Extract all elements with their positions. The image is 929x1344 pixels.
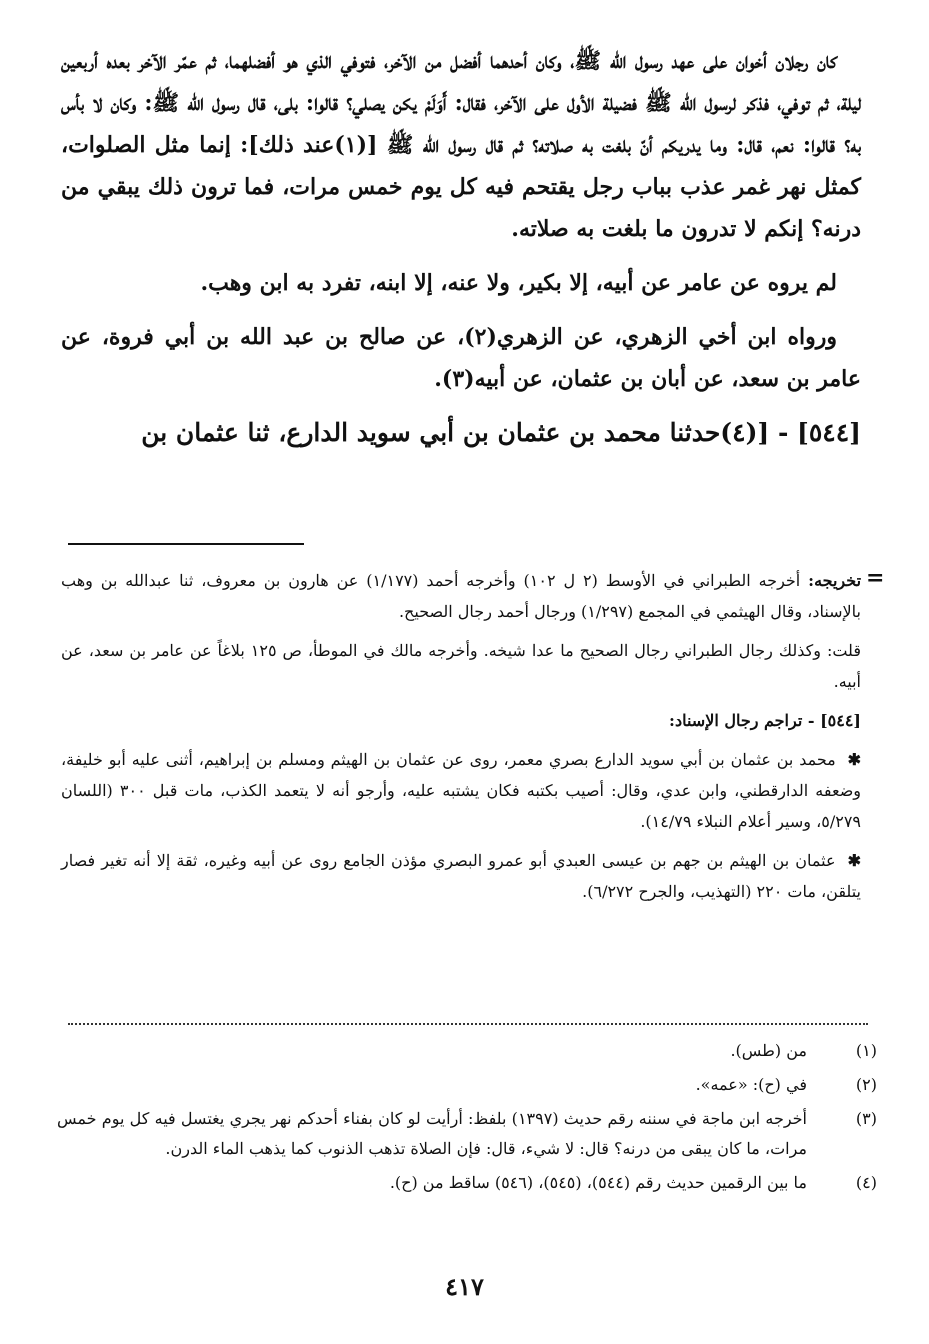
dotted-separator	[68, 1023, 868, 1025]
footnote-number: (١)	[855, 1041, 877, 1060]
footnote-separator	[68, 543, 304, 545]
asterisk-icon: ✱	[847, 851, 862, 870]
hadith-544-heading: [٥٤٤] - [(٤)حدثنا محمد بن عثمان بن أبي سويد الدارع، ثنا عثمان بن	[141, 418, 861, 447]
footnotes	[57, 1036, 877, 1202]
riwaya-paragraph: ورواه ابن أخي الزهري، عن الزهري(٢)، عن صالح بن عبد الله بن أبي فروة، عن عامر بن سعد، عن أبان بن عثمان، عن أبيه(٣).	[61, 324, 861, 392]
footnote	[57, 1036, 877, 1066]
footnote	[57, 1104, 877, 1164]
footnote-text: في (ح): «عمه».	[695, 1075, 807, 1094]
main-text	[61, 40, 861, 466]
footnote-number: (٢)	[855, 1075, 877, 1094]
footnote	[57, 1070, 877, 1100]
takhrij-note	[61, 565, 861, 627]
page-number: ٤١٧	[445, 1272, 484, 1301]
continued-mark: =	[866, 565, 885, 591]
qultu-note: قلت: وكذلك رجال الطبراني رجال الصحيح ما عدا شيخه. وأخرجه مالك في الموطأ، ص ١٢٥ بلاغاً عن عامر بن سعد، عن أبيه.	[61, 641, 861, 691]
narrator-bio-2-text: عثمان بن الهيثم بن جهم بن عيسى العبدي أبو عمرو البصري مؤذن الجامع روى عن أبيه وغيره، ثقة إلا أنه تغير فصار يتلقن، مات ٢٢٠ (التهذيب، والجرح ٦/٢٧٢).	[61, 851, 861, 901]
footnote-number: (٤)	[855, 1173, 877, 1192]
narrator-bio-2	[61, 845, 861, 907]
hadith-paragraph: كان رجلان أخوان على عهد رسول الله ﷺ، وكان أحدهما أفضل من الآخر، فتوفي الذي هو أفضلهما، ثم عمّر الآخر بعده أربعين ليلة، ثم توفي، فذكر لرسول الله ﷺ فضيلة الأول على الآخر، فقال: أَوَلَمْ يكن يصلي؟ قالوا: بلى، قال رسول الله ﷺ: وكان لا بأس به؟ قالوا: نعم، قال: وما يدريكم أنّ بلغت به صلاته؟ ثم قال رسول الله ﷺ [(١)عند ذلك]: إنما مثل الصلوات، كمثل نهر غمر عذب بباب رجل يقتحم فيه كل يوم خمس مرات، فما ترون ذلك يبقي من درنه؟ إنكم لا تدرون ما بلغت به صلاته.	[61, 48, 862, 242]
footnote-text: ما بين الرقمين حديث رقم (٥٤٤)، (٥٤٥)، (٥٤٦) ساقط من (ح).	[389, 1173, 807, 1192]
footnote-number: (٣)	[855, 1109, 877, 1128]
takhrij-notes	[61, 565, 861, 915]
footnote	[57, 1168, 877, 1198]
footnote-text: من (طس).	[730, 1041, 807, 1060]
asterisk-icon: ✱	[847, 750, 862, 769]
commentary-paragraph: لم يروه عن عامر عن أبيه، إلا بكير، ولا عنه، إلا ابنه، تفرد به ابن وهب.	[200, 270, 837, 296]
footnote-text: أخرجه ابن ماجة في سننه رقم حديث (١٣٩٧) بلفظ: أرأيت لو كان بفناء أحدكم نهر يجري يغتسل فيه كل يوم خمس مرات، ما كان يبقى من درنه؟ قال: لا شيء، قال: فإن الصلاة تذهب الذنوب كما يذهب الماء الدرن.	[57, 1109, 807, 1158]
narrator-bio-1	[61, 744, 861, 837]
narrator-bio-1-text: محمد بن عثمان بن أبي سويد الدارع بصري معمر، روى عن عثمان بن الهيثم ومسلم بن إبراهيم، أثنى عليه أبو خليفة، وضعفه الدارقطني، وابن عدي، وقال: أصيب بكتبه فكان يشتبه عليه، وأرجو أنه لا يتعمد الكذب، مات قبل ٣٠٠ (اللسان ٥/٢٧٩، وسير أعلام النبلاء ١٤/٧٩).	[61, 750, 862, 831]
takhrij-text: أخرجه الطبراني في الأوسط (٢ ل ١٠٢) وأخرجه أحمد (١/١٧٧) عن هارون بن معروف، ثنا عبدالله بن وهب بالإسناد، وقال الهيثمي في المجمع (١/٢٩٧) ورجال أحمد رجال الصحيح.	[61, 571, 861, 621]
tarajim-label: [٥٤٤] - تراجم رجال الإسناد:	[669, 711, 861, 730]
takhrij-label: تخريجه:	[808, 571, 862, 590]
